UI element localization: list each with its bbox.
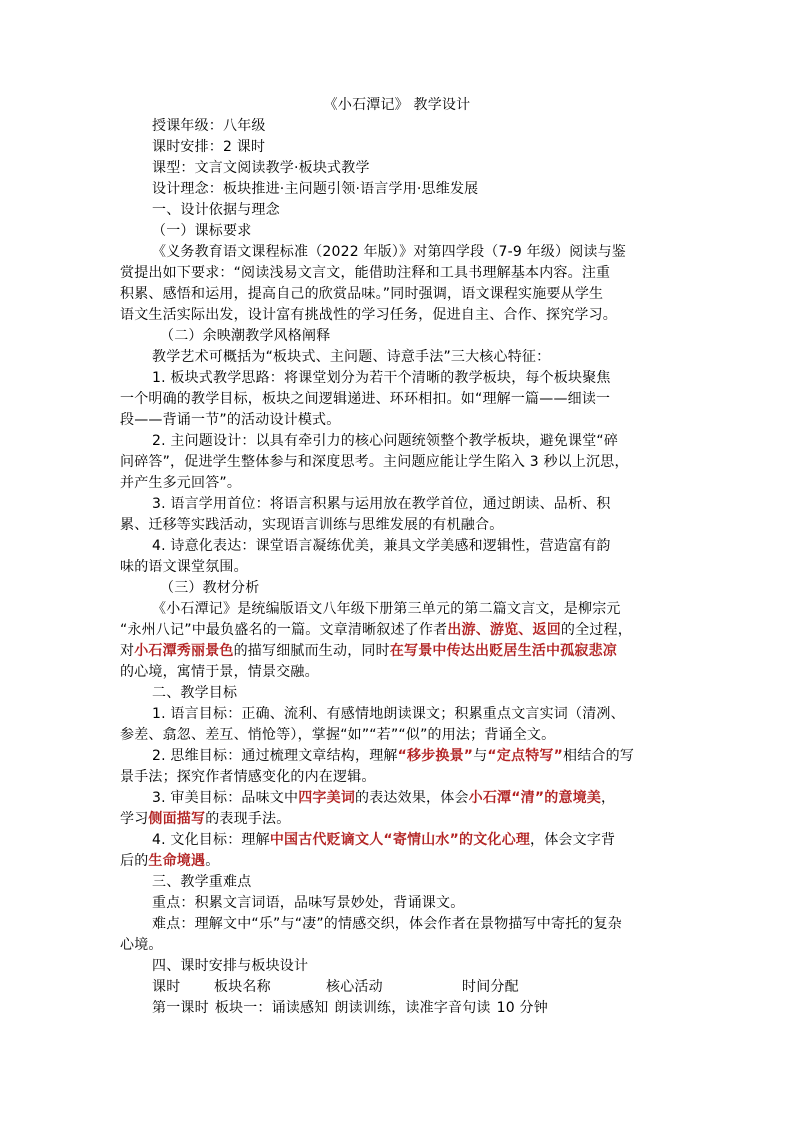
schedule-header-row <box>152 976 712 998</box>
table-cell: 板块一：诵读感知 <box>214 1000 329 1016</box>
list-item: 景手法；探究作者情感变化的内在逻辑。 <box>120 769 376 785</box>
subsection-heading: （二）余映潮教学风格阐释 <box>160 328 331 344</box>
highlight-text: 小石潭“清”的意境美 <box>468 790 602 806</box>
list-item: 3. 审美目标：品味文中四字美词的表达效果，体会小石潭“清”的意境美， <box>152 790 616 806</box>
list-item: 学习侧面描写的表现手法。 <box>120 811 291 827</box>
concept-line: 设计理念：板块推进·主问题引领·语言学用·思维发展 <box>152 181 479 197</box>
list-item: 并产生多元回答”。 <box>120 475 242 491</box>
list-item: 1. 语言目标：正确、流利、有感情地朗读课文；积累重点文言实词（清冽、 <box>152 706 625 722</box>
highlight-text: 中国古代贬谪文人“寄情山水”的文化心理 <box>269 832 531 848</box>
section-heading: 二、教学目标 <box>152 685 238 701</box>
table-cell: 朗读训练，读准字音句读 <box>334 1000 491 1016</box>
paragraph-line: 语文生活实际出发，设计富有挑战性的学习任务，促进自主、合作、探究学习。 <box>120 307 617 323</box>
highlight-text: 侧面描写 <box>148 811 206 827</box>
paragraph-line: 《小石潭记》是统编版语文八年级下册第三单元的第二篇文言文，是柳宗元 <box>152 601 621 617</box>
highlight-text: 四字美词 <box>298 790 356 806</box>
list-item: 4. 诗意化表达：课堂语言凝练优美，兼具文学美感和逻辑性，营造富有韵 <box>152 538 611 554</box>
section-heading: 四、课时安排与板块设计 <box>152 958 309 974</box>
list-item: 累、迁移等实践活动，实现语言训练与思维发展的有机融合。 <box>120 517 504 533</box>
list-item: 2. 主问题设计：以具有牵引力的核心问题统领整个教学板块，避免课堂“碎 <box>152 433 619 449</box>
highlight-text: 小石潭秀丽景色 <box>134 643 234 659</box>
list-item: 参差、翕忽、差互、悄怆等），掌握“如”“若”“似”的用法；背诵全文。 <box>120 727 556 743</box>
paragraph-line: 赏提出如下要求：“阅读浅易文言文，能借助注释和工具书理解基本内容。注重 <box>120 265 611 281</box>
paragraph-line: 积累、感悟和运用，提高自己的欣赏品味。”同时强调，语文课程实施要从学生 <box>120 286 604 302</box>
paragraph-line: 《义务教育语文课程标准（2022 年版）》对第四学段（7-9 年级）阅读与鉴 <box>152 244 626 260</box>
list-item: 问碎答”，促进学生整体参与和深度思考。主问题应能让学生陷入 3 秒以上沉思， <box>120 454 629 470</box>
table-header-cell: 时间分配 <box>462 979 519 995</box>
schedule-row <box>152 997 712 1019</box>
highlight-text: “定点特写” <box>487 748 564 764</box>
subsection-heading: （三）教材分析 <box>160 580 260 596</box>
highlight-text: 生命境遇 <box>148 853 206 869</box>
type-line: 课型：文言文阅读教学·板块式教学 <box>152 160 370 176</box>
table-header-cell: 核心活动 <box>326 979 383 995</box>
key-point-line: 重点：积累文言词语，品味写景妙处，背诵课文。 <box>152 895 465 911</box>
section-heading: 三、教学重难点 <box>152 874 252 890</box>
section-heading: 一、设计依据与理念 <box>152 202 280 218</box>
list-item: 4. 文化目标：理解中国古代贬谪文人“寄情山水”的文化心理，体会文字背 <box>152 832 616 848</box>
paragraph-line: 对小石潭秀丽景色的描写细腻而生动，同时在写景中传达出贬居生活中孤寂悲凉 <box>120 643 618 659</box>
grade-line: 授课年级：八年级 <box>152 118 266 134</box>
hours-line: 课时安排：2 课时 <box>152 139 266 155</box>
list-item: 味的语文课堂氛围。 <box>120 559 248 575</box>
paragraph-line: “永州八记”中最负盛名的一篇。文章清晰叙述了作者出游、游览、返回的全过程， <box>120 622 632 638</box>
list-item: 一个明确的教学目标，板块之间逻辑递进、环环相扣。如“理解一篇——细读一 <box>120 391 611 407</box>
table-header-cell: 课时 <box>152 979 181 995</box>
difficulty-line: 难点：理解文中“乐”与“凄”的情感交织，体会作者在景物描写中寄托的复杂 <box>152 916 623 932</box>
list-item: 3. 语言学用首位：将语言积累与运用放在教学首位，通过朗读、品析、积 <box>152 496 611 512</box>
paragraph-line: 教学艺术可概括为“板块式、主问题、诗意手法”三大核心特征： <box>152 349 551 365</box>
list-item: 2. 思维目标：通过梳理文章结构，理解“移步换景”与“定点特写”相结合的写 <box>152 748 635 764</box>
list-item: 后的生命境遇。 <box>120 853 220 869</box>
highlight-text: 出游、游览、返回 <box>447 622 561 638</box>
difficulty-line: 心境。 <box>120 937 163 953</box>
list-item: 1. 板块式教学思路：将课堂划分为若干个清晰的教学板块，每个板块聚焦 <box>152 370 611 386</box>
highlight-text: “移步换景” <box>397 748 474 764</box>
document-title: 《小石潭记》 教学设计 <box>323 97 471 113</box>
list-item: 段——背诵一节”的活动设计模式。 <box>120 412 341 428</box>
paragraph-line: 的心境，寓情于景，情景交融。 <box>120 664 319 680</box>
table-cell: 第一课时 <box>152 1000 209 1016</box>
table-cell: 10 分钟 <box>496 1000 548 1016</box>
subsection-heading: （一）课标要求 <box>152 223 252 239</box>
highlight-text: 在写景中传达出贬居生活中孤寂悲凉 <box>389 643 618 659</box>
table-header-cell: 板块名称 <box>214 979 271 995</box>
